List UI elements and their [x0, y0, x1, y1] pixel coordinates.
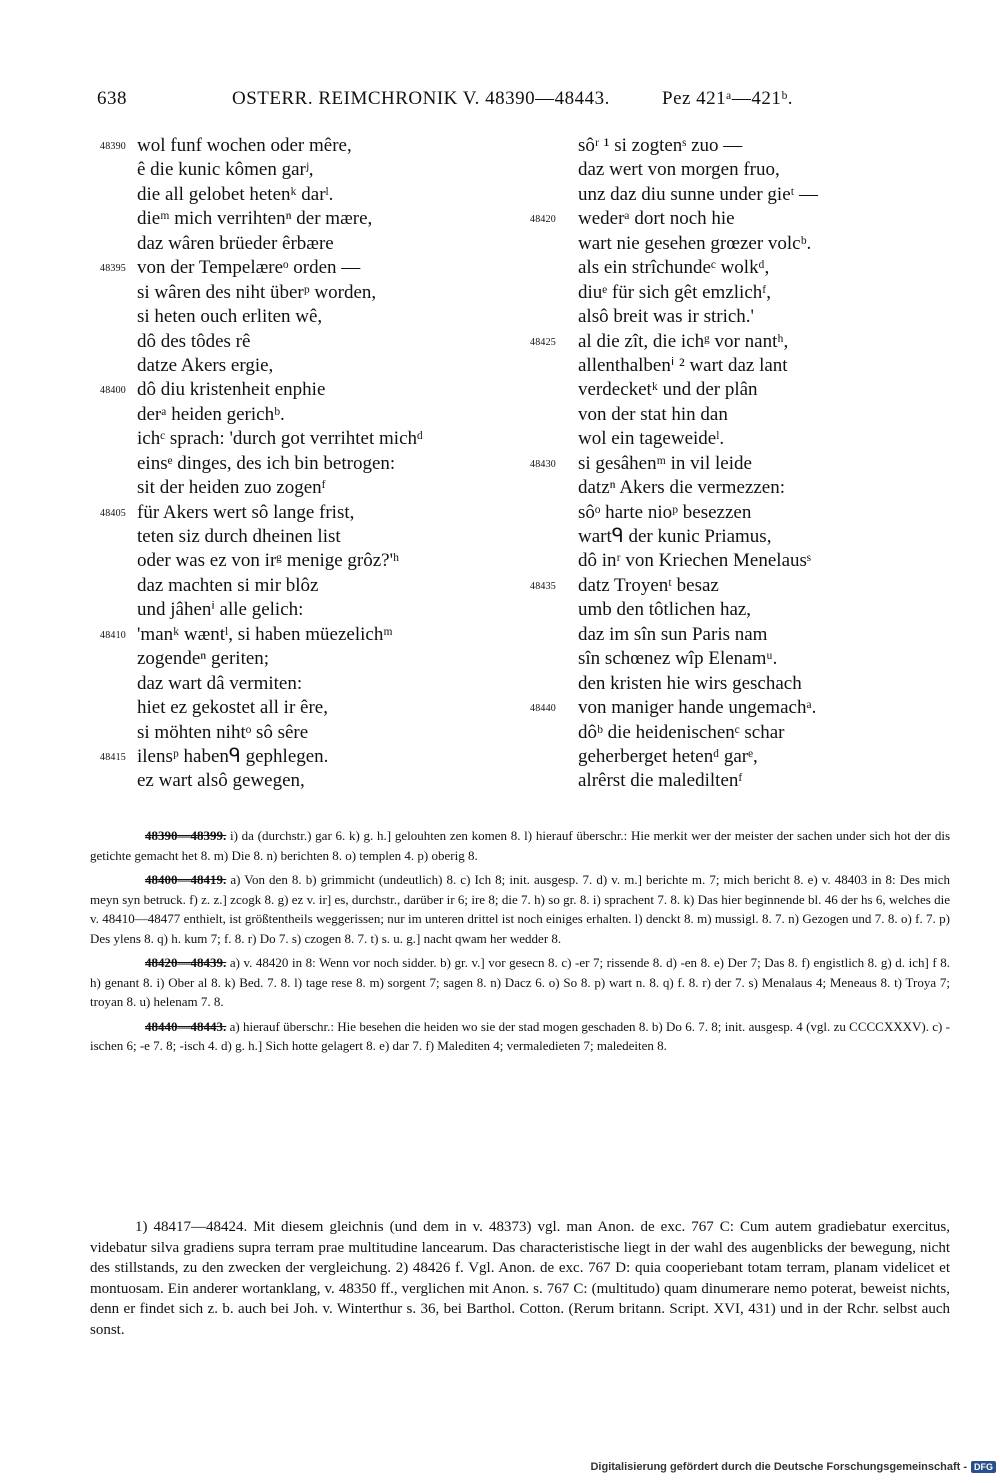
footnotes — [90, 1217, 950, 1340]
verse-text: geherberget hetenᵈ garᵉ, — [578, 745, 758, 767]
verse-line — [530, 672, 950, 696]
verse-line — [100, 696, 500, 720]
verse-text: si wâren des niht überᵖ worden, — [137, 281, 377, 303]
apparatus-entry — [90, 953, 950, 1012]
dfg-logo: DFG — [971, 1461, 996, 1473]
page-number: 638 — [97, 88, 127, 109]
verse-text: dôᵇ die heidenischenᶜ schar — [578, 721, 785, 743]
verse-line — [530, 452, 950, 476]
verse-text: daz wert von morgen fruo, — [578, 159, 780, 181]
verse-line — [100, 721, 500, 745]
verse-line — [530, 745, 950, 769]
apparatus-entry — [90, 1017, 950, 1056]
critical-apparatus — [90, 826, 950, 1061]
verse-number: 48430 — [530, 458, 556, 470]
verse-line — [530, 305, 950, 329]
verse-text: alrêrst die malediltenᶠ — [578, 770, 743, 792]
verse-text: dô des tôdes rê — [137, 330, 251, 352]
apparatus-range: 48420—48439. — [145, 955, 227, 970]
verse-line — [530, 525, 950, 549]
verse-text: sôʳ ¹ si zogtenˢ zuo — — [578, 135, 743, 156]
verse-text: hiet ez gekostet all ir êre, — [137, 697, 328, 719]
digitization-footer — [590, 1461, 996, 1473]
verse-line — [530, 354, 950, 378]
verse-text: datz Troyenᵗ besaz — [578, 574, 719, 596]
verse-line — [100, 330, 500, 354]
apparatus-text: a) v. 48420 in 8: Wenn vor noch sidder. b) gr. v.] vor gesecn 8. c) -er 7; rissende 8. d) -en 8. e) Der 7; Das 8. f) engistlich 8. g) d. ich] f 8. h) genant 8. i) Ober al 8. k) Bed. 7. 8. l) tage rese 8. m) sorgent 7; sagen 8. n) Dacz 6. o) So 8. p) wart n. 8. q) f. 8. r) der 7. s) Menalaus 4; Meneaus 8. t) Troya 7; troyan 8. u) helenam 7. 8. — [90, 955, 950, 1009]
verse-number: 48410 — [100, 629, 126, 641]
verse-text: datzⁿ Akers die vermezzen: — [578, 477, 785, 499]
verse-text: si gesâhenᵐ in vil leide — [578, 452, 752, 474]
verse-line — [530, 549, 950, 573]
verse-text: von der Tempelæreᵒ orden — — [137, 257, 361, 279]
verse-line — [100, 745, 500, 769]
verse-text: datze Akers ergie, — [137, 354, 274, 376]
verse-number: 48400 — [100, 385, 126, 397]
verse-number: 48440 — [530, 703, 556, 715]
verse-line — [100, 647, 500, 671]
verse-line — [530, 207, 950, 231]
verse-text: für Akers wert sô lange frist, — [137, 501, 355, 523]
verse-line — [100, 207, 500, 231]
verse-text: wol ein tageweideˡ. — [578, 428, 725, 450]
verse-line — [530, 501, 950, 525]
verse-line — [100, 232, 500, 256]
verse-line — [530, 427, 950, 451]
verse-line — [100, 281, 500, 305]
verse-text: sit der heiden zuo zogenᶠ — [137, 477, 326, 499]
verse-number: 48395 — [100, 263, 126, 275]
verse-text: verdecketᵏ und der plân — [578, 379, 758, 401]
verse-text: von der stat hin dan — [578, 403, 728, 425]
verse-number: 48415 — [100, 751, 126, 763]
verse-text: ê die kunic kômen garʲ, — [137, 159, 314, 181]
verse-text: wartᑫ der kunic Priamus, — [578, 526, 772, 547]
verse-line — [530, 378, 950, 402]
running-title: OSTERR. REIMCHRONIK V. 48390—48443. — [232, 88, 610, 109]
verse-text: si heten ouch erliten wê, — [137, 306, 323, 328]
verse-text: oder was ez von irᵍ menige grôz?'ʰ — [137, 550, 400, 572]
verse-text: ilensᵖ habenᑫ gephlegen. — [137, 745, 329, 767]
verse-line — [530, 281, 950, 305]
verse-line — [530, 158, 950, 182]
verse-line — [530, 134, 950, 158]
verse-text: den kristen hie wirs geschach — [578, 672, 802, 694]
verse-text: wederᵃ dort noch hie — [578, 208, 735, 230]
apparatus-range: 48390—48399. — [145, 828, 227, 843]
verse-line — [100, 769, 500, 793]
verse-line — [100, 452, 500, 476]
verse-line — [100, 158, 500, 182]
verse-number: 48390 — [100, 141, 126, 152]
footer-text: Digitalisierung gefördert durch die Deutsche Forschungsgemeinschaft - — [590, 1461, 967, 1473]
verse-line — [100, 549, 500, 573]
verse-text: als ein strîchundeᶜ wolkᵈ, — [578, 257, 770, 279]
verse-line — [100, 183, 500, 207]
verse-text: ichᶜ sprach: 'durch got verrihtet michᵈ — [137, 428, 423, 450]
verse-text: zogendeⁿ geriten; — [137, 648, 270, 670]
verse-line — [100, 378, 500, 402]
apparatus-range: 48440—48443. — [145, 1018, 227, 1034]
apparatus-text: i) da (durchstr.) gar 6. k) g. h.] gelouhten zen komen 8. l) hierauf überschr.: Hie merkit wer der meister der sachen under sich hot der dis getichte gemacht het 8. m) Die 8. n) berichten 8. o) templen 4. p) oberig 8. — [90, 828, 950, 863]
verse-text: sôᵒ harte nioᵖ besezzen — [578, 501, 752, 523]
apparatus-text: a) hierauf überschr.: Hie besehen die heiden wo sie der stad mogen geschaden 8. b) Do 6. 7. 8; init. ausgesp. 4 (vgl. zu CCCCXXXV). c) -ischen 6; -e 7. 8; -isch 4. d) g. h.] Sich hotte gelagert 8. e) dar 7. f) Malediten 4; vermaledieten 7; maledeiten 8. — [90, 1018, 951, 1053]
verse-text: und jâhenⁱ alle gelich: — [137, 599, 304, 621]
verse-text: daz wart dâ vermiten: — [137, 672, 303, 694]
apparatus-entry — [90, 870, 950, 948]
verse-line — [100, 574, 500, 598]
page-header — [97, 88, 847, 118]
verse-line — [530, 623, 950, 647]
verse-column-right — [530, 134, 950, 794]
verse-line — [530, 403, 950, 427]
verse-line — [100, 134, 500, 158]
verse-line — [100, 501, 500, 525]
verse-text: derᵃ heiden gerichᵇ. — [137, 403, 285, 425]
verse-number: 48425 — [530, 336, 556, 348]
verse-line — [530, 476, 950, 500]
verse-column-left — [100, 134, 500, 794]
verse-text: wart nie gesehen grœzer volcᵇ. — [578, 232, 812, 254]
verse-line — [530, 232, 950, 256]
verse-text: dô diu kristenheit enphie — [137, 379, 326, 401]
verse-text: dô inʳ von Kriechen Menelausˢ — [578, 550, 811, 572]
verse-number: 48405 — [100, 507, 126, 519]
verse-text: daz im sîn sun Paris nam — [578, 623, 768, 645]
verse-text: allenthalbenⁱ ² wart daz lant — [578, 354, 788, 376]
verse-line — [100, 305, 500, 329]
verse-text: einsᵉ dinges, des ich bin betrogen: — [137, 452, 396, 474]
verse-line — [100, 623, 500, 647]
verse-text: 'manᵏ wæntˡ, si haben müezelichᵐ — [137, 623, 393, 645]
verse-text: diuᵉ für sich gêt emzlichᶠ, — [578, 281, 771, 303]
verse-line — [530, 330, 950, 354]
apparatus-entry — [90, 826, 950, 865]
verse-text: teten siz durch dheinen list — [137, 526, 341, 547]
verse-line — [100, 256, 500, 280]
verse-line — [100, 598, 500, 622]
verse-text: umb den tôtlichen haz, — [578, 599, 752, 621]
verse-line — [530, 721, 950, 745]
verse-line — [530, 598, 950, 622]
verse-text: die all gelobet hetenᵏ darˡ. — [137, 183, 334, 205]
verse-text: alsô breit was ir strich.' — [578, 306, 754, 328]
verse-number: 48435 — [530, 580, 556, 592]
verse-number: 48420 — [530, 214, 556, 226]
verse-text: si möhten nihtᵒ sô sêre — [137, 721, 309, 743]
verse-line — [100, 403, 500, 427]
verse-text: ez wart alsô gewegen, — [137, 770, 305, 792]
verse-text: dieᵐ mich verrihtenⁿ der mære, — [137, 208, 373, 230]
pez-reference: Pez 421ᵃ—421ᵇ. — [662, 88, 794, 109]
apparatus-text: a) Von den 8. b) grimmicht (undeutlich) 8. c) Ich 8; init. ausgesp. 7. d) v. m.] berichte m. 7; mich bericht 8. e) v. 48403 in 8: Des mich meyn syn betruck. f) z. z.] zcogk 8. g) ez v. ir] es, durchstr., darüber ir 6; ire 8; die 7. h) so gr. 8. i) sprachent 7. 8. k) Das hier beginnende bl. 46 der hs 6, welches die v. 48410—48477 enthielt, ist größtentheils weggerissen; nur im unteren drittel ist noch einiges erhalten. l) denckt 8. m) mussigl. 8. 7. n) Gezogen und 7. 8. o) f. 7. p) Des ylens 8. q) h. kum 7; f. 8. r) Do 7. s) czogen 8. 7. t) s. u. g.] nacht qwam her wedder 8. — [90, 872, 950, 946]
verse-line — [100, 354, 500, 378]
verse-line — [530, 647, 950, 671]
verse-line — [100, 476, 500, 500]
verse-text: al die zît, die ichᵍ vor nantʰ, — [578, 330, 789, 352]
verse-line — [530, 696, 950, 720]
verse-text: wol funf wochen oder mêre, — [137, 135, 352, 156]
verse-text: daz machten si mir blôz — [137, 574, 319, 596]
verse-text: sîn schœnez wîp Elenamᵘ. — [578, 648, 778, 670]
footnote: 1) 48417—48424. Mit diesem gleichnis (und dem in v. 48373) vgl. man Anon. de exc. 767 C: Cum autem gradiebatur exercitus, videbatur silva gradiens supra terram prae multitudine lancearum. Das characteristische liegt in der wahl des augenblicks der bewegung, nicht des stillstands, zu den zwecken der vergleichung. 2) 48426 f. Vgl. Anon. de exc. 767 D: quia cooperiebant totam terram, planam videlicet et montuosam. Ein anderer wortanklang, v. 48350 ff., verglichen mit Anon. s. 767 C: (multitudo) quam dinumerare nemo poterat, beweist nichts, denn er findet sich z. b. auch bei Joh. v. Winterthur s. 36, bei Barthol. Cotton. (Rerum britann. Script. XVI, 431) und in der Rchr. selbst auch sonst. — [90, 1219, 950, 1338]
apparatus-range: 48400—48419. — [145, 872, 227, 887]
verse-text: daz wâren brüeder êrbære — [137, 232, 334, 254]
verse-text: unz daz diu sunne under gieᵗ — — [578, 183, 819, 205]
verse-line — [530, 574, 950, 598]
verse-line — [100, 427, 500, 451]
verse-line — [530, 256, 950, 280]
verse-line — [530, 769, 950, 793]
verse-line — [100, 525, 500, 549]
verse-line — [530, 183, 950, 207]
verse-line — [100, 672, 500, 696]
verse-text: von maniger hande ungemachᵃ. — [578, 697, 817, 719]
